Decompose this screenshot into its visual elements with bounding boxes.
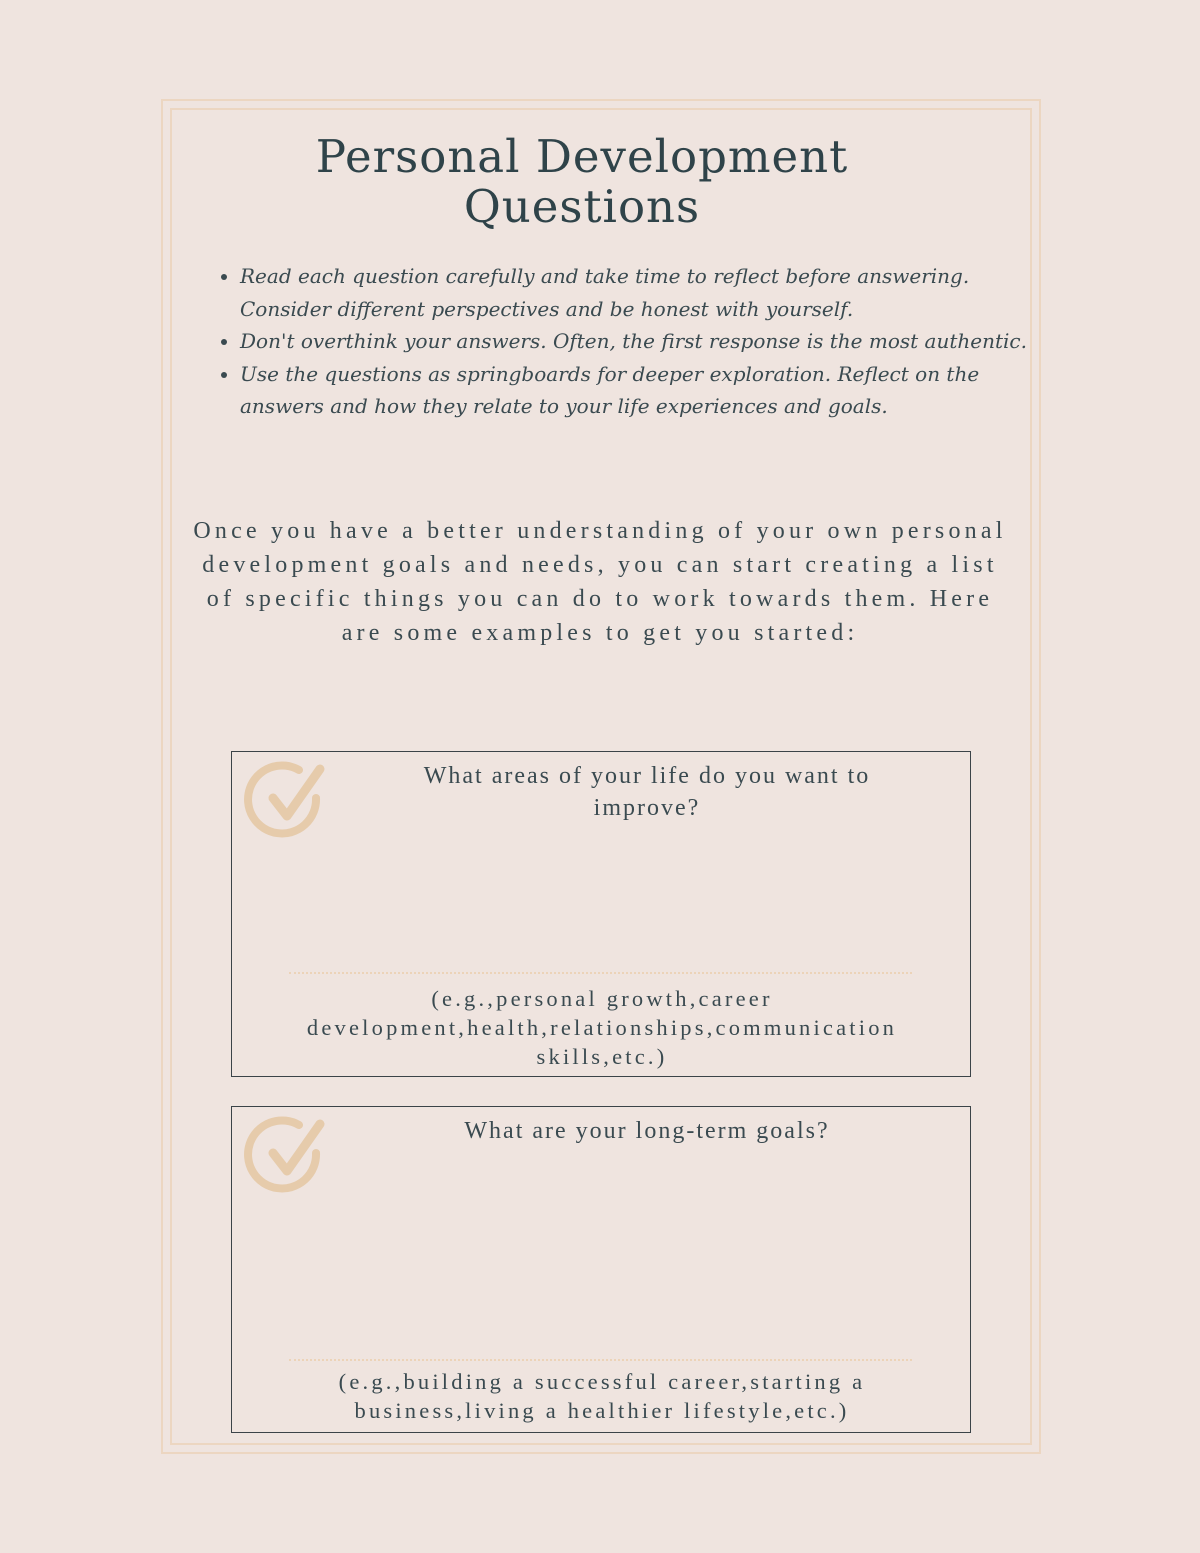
- question-box-improve-areas: [231, 751, 971, 1077]
- page-title: Personal Development Questions: [315, 130, 849, 233]
- instruction-item: • Use the questions as springboards for deeper exploration. Reflect on the answers and how they relate to your life experiences and goals.: [240, 358, 1040, 423]
- intro-paragraph: Once you have a better understanding of your own personal development goals and needs, you can start creating a list of specific things you can do to work towards them. Here are some examples to get you started:: [193, 518, 1007, 646]
- answer-line[interactable]: [289, 1359, 912, 1361]
- instruction-item: • Don't overthink your answers. Often, the first response is the most authentic.: [240, 325, 1040, 358]
- example-text: (e.g.,building a successful career,starting a business,living a healthier lifestyle,etc.): [338, 1369, 866, 1423]
- answer-line[interactable]: [289, 972, 912, 974]
- question-box-long-term-goals: [231, 1106, 971, 1433]
- checkmark-circle-icon: [243, 756, 331, 844]
- checkmark-circle-icon: [243, 1111, 331, 1199]
- instruction-item: • Read each question carefully and take time to reflect before answering. Consider different perspectives and be honest with yourself.: [240, 260, 1040, 325]
- question-text: What areas of your life do you want to improve?: [423, 763, 871, 821]
- example-text: (e.g.,personal growth,career development,health,relationships,communication skills,etc.): [306, 986, 898, 1069]
- question-text: What are your long-term goals?: [464, 1118, 830, 1144]
- instructions-list: [210, 260, 1040, 423]
